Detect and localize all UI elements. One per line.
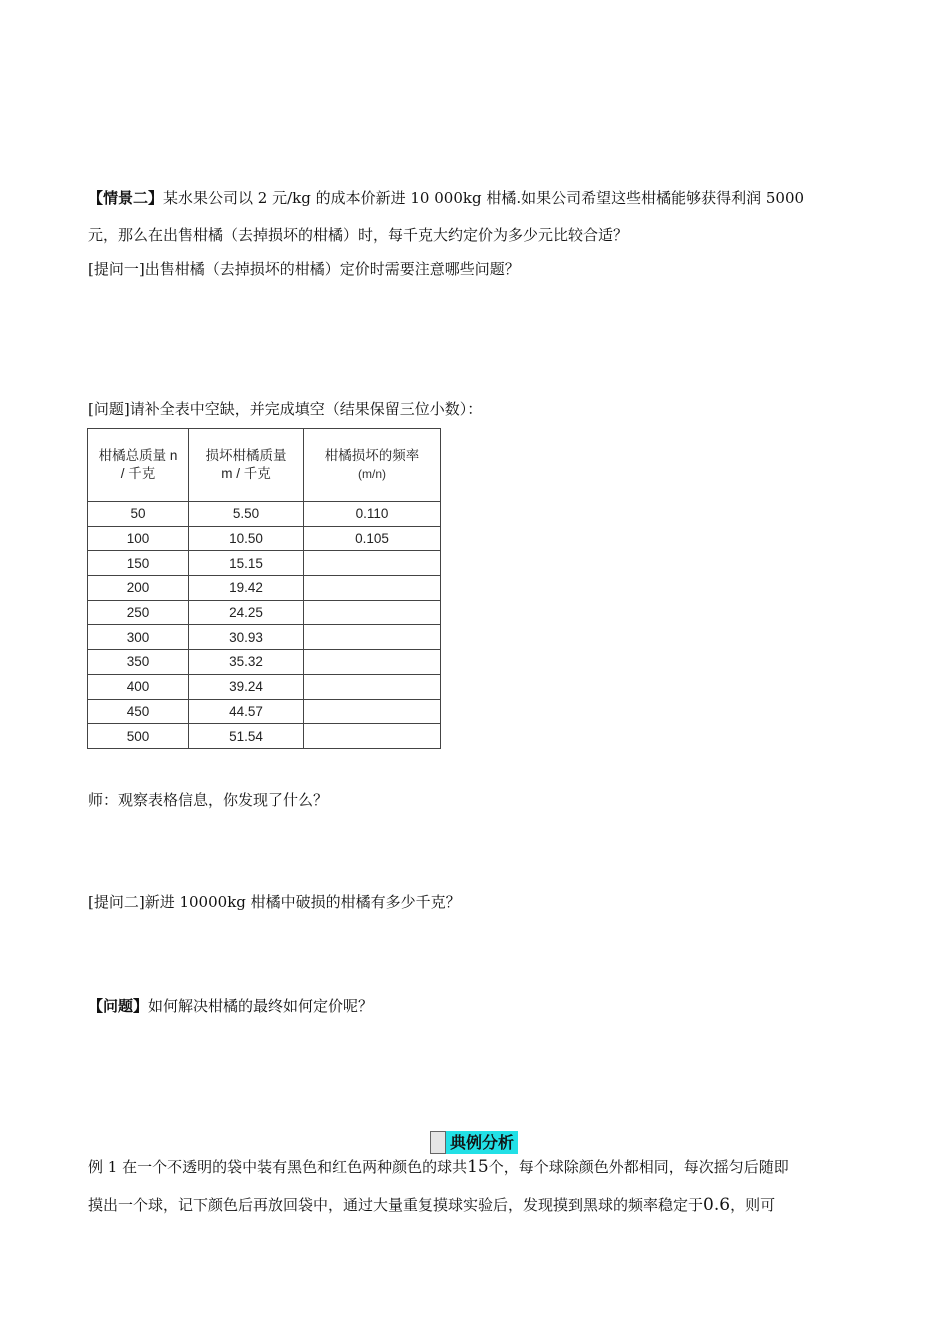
question-one: [提问一]出售柑橘（去掉损坏的柑橘）定价时需要注意哪些问题？	[88, 260, 520, 278]
scenario-line-1	[88, 182, 868, 215]
cell-total-mass: 400	[88, 674, 189, 699]
cell-total-mass: 100	[88, 526, 189, 551]
cell-frequency	[304, 625, 441, 650]
cell-frequency	[304, 674, 441, 699]
table-header-row	[88, 429, 441, 502]
black-ball-frequency: 0.6	[703, 1195, 731, 1215]
question-two: [提问二]新进 10000kg 柑橘中破损的柑橘有多少千克？	[88, 893, 461, 911]
scenario-text-2: 元，那么在出售柑橘（去掉损坏的柑橘）时，每千克大约定价为多少元比较合适？	[88, 226, 629, 244]
table-row	[88, 576, 441, 601]
cell-frequency	[304, 600, 441, 625]
header-total-mass: 柑橘总质量 n / 千克	[88, 429, 189, 502]
cell-total-mass: 200	[88, 576, 189, 601]
cell-frequency: 0.110	[304, 502, 441, 527]
ball-count: 15	[467, 1157, 489, 1177]
example-line-2: 摸出一个球，记下颜色后再放回袋中，通过大量重复摸球实验后，发现摸到黑球的频率稳定于0.6，则可	[88, 1195, 776, 1215]
cell-frequency	[304, 724, 441, 749]
task-instruction: [问题]请补全表中空缺，并完成填空（结果保留三位小数）：	[88, 400, 483, 418]
scenario-text-1: 某水果公司以 2 元/kg 的成本价新进 10 000kg 柑橘.如果公司希望这些柑橘能够获得利润 5000	[163, 189, 805, 207]
table-row	[88, 650, 441, 675]
orange-damage-table	[87, 428, 441, 749]
cell-damaged-mass: 35.32	[189, 650, 304, 675]
problem-line	[88, 990, 868, 1023]
cell-damaged-mass: 5.50	[189, 502, 304, 527]
header-damaged-mass: 损坏柑橘质量 m / 千克	[189, 429, 304, 502]
cell-damaged-mass: 30.93	[189, 625, 304, 650]
cell-damaged-mass: 51.54	[189, 724, 304, 749]
table-row	[88, 724, 441, 749]
example-line-1: 例 1 在一个不透明的袋中装有黑色和红色两种颜色的球共15个，每个球除颜色外都相同，每次摇匀后随即	[88, 1157, 789, 1177]
cell-damaged-mass: 15.15	[189, 551, 304, 576]
table-row	[88, 502, 441, 527]
teacher-prompt: 师：观察表格信息，你发现了什么？	[88, 791, 329, 809]
cell-frequency	[304, 576, 441, 601]
table-row	[88, 551, 441, 576]
table-row	[88, 600, 441, 625]
cell-damaged-mass: 19.42	[189, 576, 304, 601]
cell-damaged-mass: 39.24	[189, 674, 304, 699]
cell-damaged-mass: 44.57	[189, 699, 304, 724]
cell-damaged-mass: 10.50	[189, 526, 304, 551]
cell-total-mass: 250	[88, 600, 189, 625]
table-row	[88, 625, 441, 650]
table-row	[88, 699, 441, 724]
table-row	[88, 674, 441, 699]
header-damage-frequency: 柑橘损坏的频率 (m/n)	[304, 429, 441, 502]
problem-text: 如何解决柑橘的最终如何定价呢？	[148, 997, 374, 1015]
cell-total-mass: 350	[88, 650, 189, 675]
table-row	[88, 526, 441, 551]
cell-total-mass: 500	[88, 724, 189, 749]
problem-tag: 【问题】	[88, 997, 149, 1015]
cell-damaged-mass: 24.25	[189, 600, 304, 625]
cell-total-mass: 450	[88, 699, 189, 724]
cell-total-mass: 150	[88, 551, 189, 576]
cell-total-mass: 50	[88, 502, 189, 527]
scenario-tag: 【情景二】	[88, 189, 164, 207]
cell-frequency	[304, 699, 441, 724]
cell-total-mass: 300	[88, 625, 189, 650]
section-title-text: 典例分析	[446, 1131, 518, 1154]
cell-frequency	[304, 551, 441, 576]
cell-frequency: 0.105	[304, 526, 441, 551]
cell-frequency	[304, 650, 441, 675]
